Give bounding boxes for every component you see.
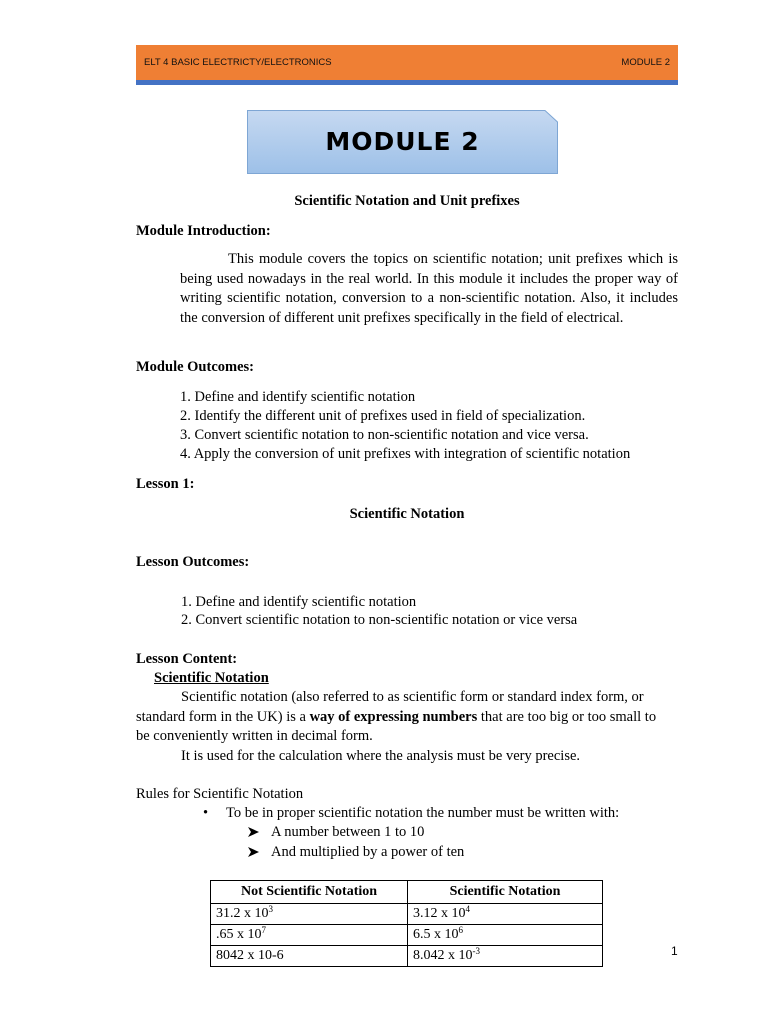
table-cell [211,925,408,946]
table-row [211,904,603,925]
cell-exponent: 7 [261,925,266,935]
table-cell [211,904,408,925]
cell-exponent: 3 [268,904,273,914]
outcome-item: 3. Convert scientific notation to non-scientific notation and vice versa. [180,427,589,443]
content-line: It is used for the calculation where the analysis must be very precise. [181,748,581,764]
cell-exponent: 6 [458,925,463,935]
lesson-outcomes-heading: Lesson Outcomes: [136,554,250,570]
module-title-box [247,110,558,174]
lesson-label: Lesson 1: [136,476,195,492]
lesson-content-heading: Lesson Content: [136,651,238,667]
rules-bullet-text: To be in proper scientific notation the number must be written with: [226,805,620,821]
table-cell [211,946,408,967]
document-subtitle: Scientific Notation and Unit prefixes [294,193,520,209]
notation-table [210,880,603,967]
content-subheading: Scientific Notation [154,670,269,686]
table-row [211,946,603,967]
header-divider [136,80,678,85]
table-header-cell: Not Scientific Notation [211,881,408,904]
content-bold-text: way of expressing numbers [309,709,478,725]
content-line: be conveniently written in decimal form. [136,728,373,744]
lesson-title: Scientific Notation [349,506,465,522]
rules-sub-item: And multiplied by a power of ten [271,844,465,860]
cell-base: 8042 x 10-6 [216,948,284,963]
cell-exponent: 4 [465,904,470,914]
module-title: MODULE 2 [325,127,480,156]
lesson-outcome-item: 2. Convert scientific notation to non-scientific notation or vice versa [181,612,578,628]
table-cell [408,946,603,967]
arrow-bullet-icon [247,846,260,863]
rules-heading: Rules for Scientific Notation [136,786,304,802]
cell-base: 3.12 x 10 [413,906,466,921]
page-header [136,45,678,80]
intro-paragraph [180,250,678,328]
table-header-row [211,881,603,904]
content-text: standard form in the UK) is a [136,709,310,725]
header-module-label: MODULE 2 [621,57,670,68]
intro-text: This module covers the topics on scientific notation; unit prefixes which is being used nowadays in the real world. In this module it includes the proper way of writing scientific notation, conversion to a non-scientific notation. Also, it includes the conversion of different unit prefixes specifically in the field of electrical. [180,251,678,326]
cell-base: .65 x 10 [216,927,262,942]
content-line [136,709,656,726]
cell-base: 6.5 x 10 [413,927,459,942]
cell-base: 8.042 x 10 [413,948,473,963]
intro-heading: Module Introduction: [136,223,271,239]
rules-sub-item: A number between 1 to 10 [271,824,425,840]
outcome-item: 2. Identify the different unit of prefixes used in field of specialization. [180,408,586,424]
bullet-icon: • [203,805,209,821]
table-cell [408,925,603,946]
content-text: that are too big or too small to [477,709,657,725]
outcome-item: 4. Apply the conversion of unit prefixes with integration of scientific notation [180,446,631,462]
outcomes-heading: Module Outcomes: [136,359,254,375]
arrow-bullet-icon [247,826,260,843]
table-row [211,925,603,946]
table-cell [408,904,603,925]
cell-exponent: -3 [472,946,480,956]
cell-base: 31.2 x 10 [216,906,269,921]
content-line: Scientific notation (also referred to as scientific form or standard index form, or [181,689,644,705]
header-course-title: ELT 4 BASIC ELECTRICTY/ELECTRONICS [144,57,332,68]
lesson-outcome-item: 1. Define and identify scientific notation [181,594,417,610]
page-number: 1 [671,944,678,958]
table-header-cell: Scientific Notation [408,881,603,904]
outcome-item: 1. Define and identify scientific notation [180,389,416,405]
